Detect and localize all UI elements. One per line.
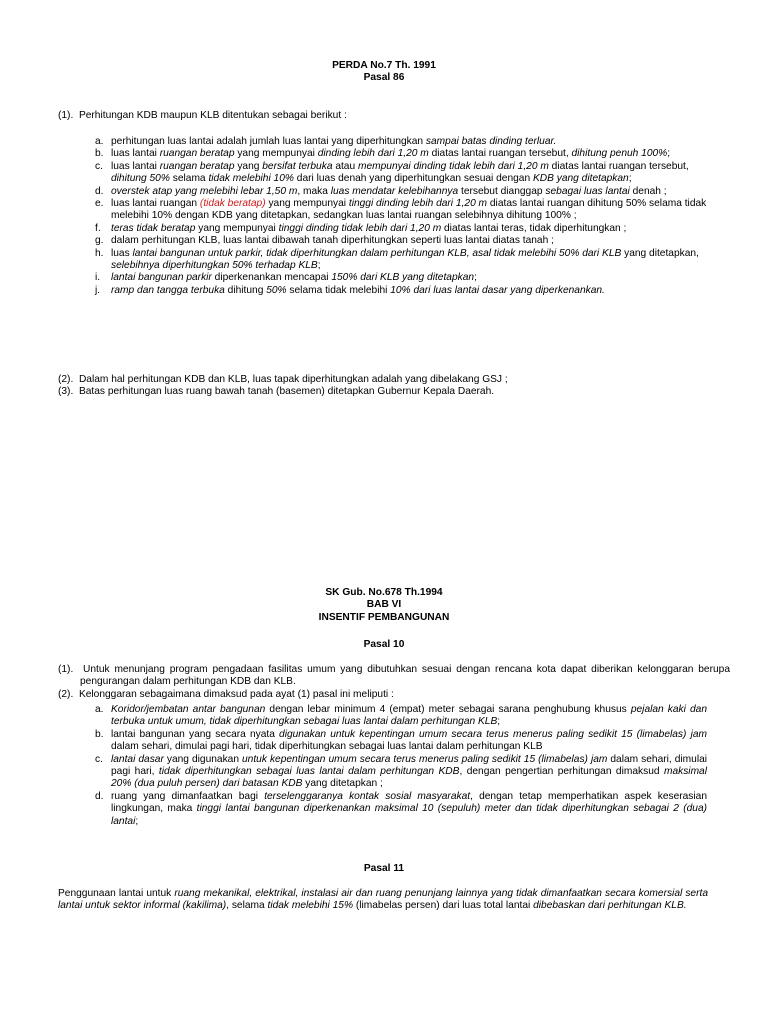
paragraph-text: Dalam hal perhitungan KDB dan KLB, luas tapak diperhitungkan adalah yang dibelakang GSJ ;	[78, 374, 508, 385]
item-text: diatas lantai ruangan tersebut,	[548, 160, 689, 172]
item-text-italic: luas mendatar kelebihannya	[330, 185, 459, 197]
list-item: i. lantai bangunan parkir diperkenankan mencapai 150% dari KLB yang ditetapkan;	[95, 272, 477, 284]
list-item: d. ruang yang dimanfaatkan bagi terselenggaranya kontak sosial masyarakat, dengan tetap memperhatikan aspek keserasian lingkungan, maka tinggi lantai bangunan diperkenankan maksimal 10 (sepuluh) meter dan tidak diperhitungkan sebagai 2 (dua) lantai;	[95, 790, 708, 827]
item-text-italic: overstek atap yang melebihi lebar 1,50 m	[111, 185, 298, 197]
list-item: a. Koridor/jembatan antar bangunan dengan lebar minimum 4 (empat) meter sebagai sarana penghubung khusus pejalan kaki dan terbuka untuk umum, tidak diperhitungkan sebagai luas lantai dalam perhitungan KLB;	[95, 704, 707, 728]
item-text: yang mempunyai	[234, 148, 318, 160]
list-item: e. luas lantai ruangan (tidak beratap) yang mempunyai tinggi dinding lebih dari 1,20 m diatas lantai ruangan dihitung 50% selama tidak melebihi 10% dengan KDB yang ditetapkan, sedangkan luas lantai ruangan selebihnya dihitung 100% ;	[95, 198, 707, 222]
perda-paragraph-2	[58, 374, 708, 386]
item-text-italic: 50%	[266, 284, 287, 296]
item-text-italic: tidak melebihi 10%	[208, 173, 294, 185]
item-text: dihitung	[224, 284, 267, 296]
item-text-italic: dinding lebih dari 1,20 m	[317, 148, 429, 160]
item-text-red: (tidak beratap)	[199, 198, 266, 210]
item-text: selama tidak melebihi	[286, 284, 391, 296]
paragraph-text: Batas perhitungan luas ruang bawah tanah (basemen) ditetapkan Gubernur Kepala Daerah.	[78, 386, 495, 397]
sk-items-list	[95, 704, 707, 828]
perda-items-list	[95, 136, 707, 297]
item-text: perhitungan luas lantai adalah jumlah luas lantai yang diperhitungkan	[111, 136, 426, 147]
item-text: dari luas denah yang diperhitungkan sesuai dengan	[293, 173, 533, 185]
item-text: luas lantai	[111, 148, 160, 160]
paragraph-text-italic: ruang mekanikal, elektrikal, instalasi air dan ruang penunjang lainnya yang tidak dimanfaatkan secara komersial serta lantai untuk sektor informal (kakilima)	[58, 888, 708, 912]
item-text: lantai bangunan yang secara nyata	[111, 728, 280, 740]
item-text-italic: KDB yang ditetapkan	[532, 173, 629, 185]
item-text-italic: 10% dari luas lantai dasar yang diperkenankan.	[390, 284, 605, 296]
paragraph-label: (2).	[58, 689, 74, 700]
item-text: atau	[332, 160, 358, 172]
item-text-italic: lantai dasar	[111, 753, 164, 765]
paragraph-label: (1).	[58, 664, 74, 675]
item-text: , dengan tetap memperhatikan aspek keserasian lingkungan, maka	[111, 790, 707, 815]
sk-paragraph-1	[58, 664, 730, 689]
item-text: ;	[667, 148, 671, 160]
sk-gub-title-line: SK Gub. No.678 Th.1994	[325, 587, 443, 598]
item-text-italic: dihitung penuh 100%	[571, 148, 668, 160]
paragraph-label: (2).	[58, 374, 74, 385]
paragraph-text: Penggunaan lantai untuk	[58, 888, 175, 899]
paragraph-text: (limabelas persen) dari luas total lantai	[353, 900, 534, 912]
item-text: luas	[111, 247, 133, 259]
sk-gub-title	[0, 587, 768, 624]
chapter-title: INSENTIF PEMBANGUNAN	[318, 611, 450, 623]
item-text: diatas lantai teras, tidak diperhitungkan ;	[441, 222, 627, 234]
item-text-italic: maksimal 20% (dua puluh persen) dari batasan KDB	[111, 766, 707, 790]
item-text: ;	[474, 272, 477, 284]
item-text: yang	[234, 160, 263, 172]
item-text: denah ;	[629, 185, 667, 197]
paragraph-text: , selama	[226, 900, 268, 912]
item-text: dalam perhitungan KLB, luas lantai dibawah tanah diperhitungkan seperti luas lantai diatas tanah ;	[111, 235, 554, 247]
item-text-italic: lantai bangunan parkir	[111, 272, 212, 284]
item-text: yang mempunyai	[265, 198, 349, 210]
item-text: yang ditetapkan ;	[302, 778, 383, 790]
item-text: luas lantai	[111, 160, 160, 172]
bab-title: BAB VI	[366, 599, 402, 611]
pasal-11-paragraph	[58, 888, 708, 913]
item-text: yang mempunyai	[195, 222, 279, 234]
perda-title-line: PERDA No.7 Th. 1991	[332, 60, 436, 71]
paragraph-label: (3).	[58, 386, 74, 397]
item-text: selama	[169, 173, 209, 185]
item-text-italic: pejalan kaki dan terbuka untuk umum, tidak diperhitungkan sebagai luas lantai dalam perhitungan KLB	[111, 704, 707, 728]
item-text-italic: digunakan untuk kepentingan umum secara terus menerus paling sedikit 15 (limabelas) jam	[279, 728, 707, 740]
item-text: diatas lantai ruangan tersebut,	[428, 148, 572, 160]
paragraph-text: Untuk menunjang program pengadaan fasilitas umum yang dibutuhkan sesuai dengan rencana kota dapat diberikan kelonggaran berupa pengurangan dalam perhitungan KDB dan KLB.	[80, 664, 730, 688]
item-text: ;	[628, 173, 632, 185]
pasal-86-title: Pasal 86	[363, 72, 405, 84]
item-text-italic: mempunyai dinding tidak lebih dari 1,20 m	[357, 160, 549, 172]
item-text-italic: lantai bangunan untuk parkir, tidak diperhitungkan dalam perhitungan KLB, asal tidak melebihi 50% dari KLB	[132, 247, 622, 259]
paragraph-text: Perhitungan KDB maupun KLB ditentukan sebagai berikut :	[78, 110, 347, 121]
item-text-italic: sampai batas dinding terluar.	[425, 136, 557, 147]
item-text-italic: bersifat terbuka	[262, 160, 333, 172]
paragraph-label: (1).	[58, 110, 74, 121]
item-text: ;	[497, 716, 501, 728]
item-text: tersebut dianggap	[458, 185, 546, 197]
list-item: b. lantai bangunan yang secara nyata digunakan untuk kepentingan umum secara terus menerus paling sedikit 15 (limabelas) jam dalam sehari, dimulai pagi hari, tidak diperhitungkan sebagai luas lantai dalam perhitungan KLB	[95, 728, 707, 753]
perda-paragraph-1	[58, 110, 708, 122]
item-text: dalam sehari, dimulai pagi hari,	[111, 753, 708, 778]
item-text: dengan lebar minimum 4 (empat) meter sebagai sarana penghubung khusus	[265, 704, 631, 715]
item-text: ;	[135, 815, 139, 827]
list-item: f. teras tidak beratap yang mempunyai tinggi dinding tidak lebih dari 1,20 m diatas lantai teras, tidak diperhitungkan ;	[95, 222, 627, 234]
list-item: c. lantai dasar yang digunakan untuk kepentingan umum secara terus menerus paling sedikit 15 (limabelas) jam dalam sehari, dimulai pagi hari, tidak diperhitungkan sebagai luas lantai dalam perhitungan KDB, dengan pengertian perhitungan dimaksud maksimal 20% (dua puluh persen) dari batasan KDB yang ditetapkan ;	[95, 753, 708, 790]
item-text-italic: untuk kepentingan umum secara terus menerus paling sedikit 15 (limabelas) jam	[242, 753, 608, 765]
item-text: yang digunakan	[163, 753, 243, 765]
item-text-italic: ruangan beratap	[159, 160, 235, 172]
paragraph-text-italic: tidak melebihi 15%	[267, 900, 354, 912]
list-item: h. luas lantai bangunan untuk parkir, tidak diperhitungkan dalam perhitungan KLB, asal tidak melebihi 50% dari KLB yang ditetapkan, selebihnya diperhitungkan 50% terhadap KLB;	[95, 247, 699, 272]
item-text: yang ditetapkan,	[621, 247, 699, 259]
list-item: d. overstek atap yang melebihi lebar 1,50 m, maka luas mendatar kelebihannya tersebut dianggap sebagai luas lantai denah ;	[95, 185, 667, 197]
pasal-10-title: Pasal 10	[363, 639, 405, 650]
list-item: j. ramp dan tangga terbuka dihitung 50% selama tidak melebihi 10% dari luas lantai dasar yang diperkenankan.	[95, 284, 605, 296]
item-text: ruang yang dimanfaatkan bagi	[111, 790, 265, 802]
perda-paragraph-3	[58, 386, 708, 398]
item-text: luas lantai ruangan	[111, 198, 200, 210]
item-text: diperkenankan mencapai	[211, 272, 332, 284]
paragraph-text-italic: dibebaskan dari perhitungan KLB.	[533, 900, 687, 912]
item-text-italic: tinggi dinding lebih dari 1,20 m	[348, 198, 488, 210]
pasal-11-title: Pasal 11	[363, 863, 405, 874]
item-text: dalam sehari, dimulai pagi hari, tidak diperhitungkan sebagai luas lantai dalam perhitungan KLB	[111, 741, 543, 753]
item-text: , maka	[297, 185, 331, 197]
item-text-italic: ramp dan tangga terbuka	[111, 284, 225, 296]
item-text-italic: teras tidak beratap	[111, 222, 196, 234]
item-text-italic: terselenggaranya kontak sosial masyarakat	[264, 790, 471, 802]
item-text-italic: Koridor/jembatan antar bangunan	[111, 704, 266, 715]
item-text-italic: selebihnya diperhitungkan 50% terhadap KLB	[111, 260, 318, 272]
item-text-italic: ruangan beratap	[159, 148, 235, 160]
sk-paragraph-2	[58, 689, 708, 701]
list-item: c. luas lantai ruangan beratap yang bersifat terbuka atau mempunyai dinding tidak lebih dari 1,20 m diatas lantai ruangan tersebut, dihitung 50% selama tidak melebihi 10% dari luas denah yang diperhitungkan sesuai dengan KDB yang ditetapkan;	[95, 160, 689, 185]
paragraph-text: Kelonggaran sebagaimana dimaksud pada ayat (1) pasal ini meliputi :	[78, 689, 394, 700]
item-text: ;	[317, 260, 321, 272]
list-item: g. dalam perhitungan KLB, luas lantai dibawah tanah diperhitungkan seperti luas lantai diatas tanah ;	[95, 235, 554, 247]
item-text-italic: tinggi lantai bangunan diperkenankan maksimal 10 (sepuluh) meter dan tidak diperhitungkan sebagai 2 (dua) lantai	[111, 803, 708, 827]
perda-title	[0, 60, 768, 85]
item-text-italic: dihitung 50%	[111, 173, 170, 185]
item-text: , dengan pengertian perhitungan dimaksud	[459, 766, 664, 778]
list-item: a. perhitungan luas lantai adalah jumlah luas lantai yang diperhitungkan sampai batas dinding terluar.	[95, 136, 557, 147]
list-item: b. luas lantai ruangan beratap yang mempunyai dinding lebih dari 1,20 m diatas lantai ruangan tersebut, dihitung penuh 100%;	[95, 148, 671, 160]
item-text-italic: 150% dari KLB yang ditetapkan	[331, 272, 475, 284]
item-text: diatas lantai ruangan dihitung 50% selama tidak melebihi 10% dengan KDB yang ditetapkan, sedangkan luas lantai ruangan selebihnya dihitung 100% ;	[111, 198, 707, 222]
item-text-italic: tinggi dinding tidak lebih dari 1,20 m	[278, 222, 442, 234]
item-text-italic: tidak diperhitungkan sebagai luas lantai dalam perhitungan KDB	[158, 766, 460, 778]
item-text-italic: sebagai luas lantai	[545, 185, 630, 197]
